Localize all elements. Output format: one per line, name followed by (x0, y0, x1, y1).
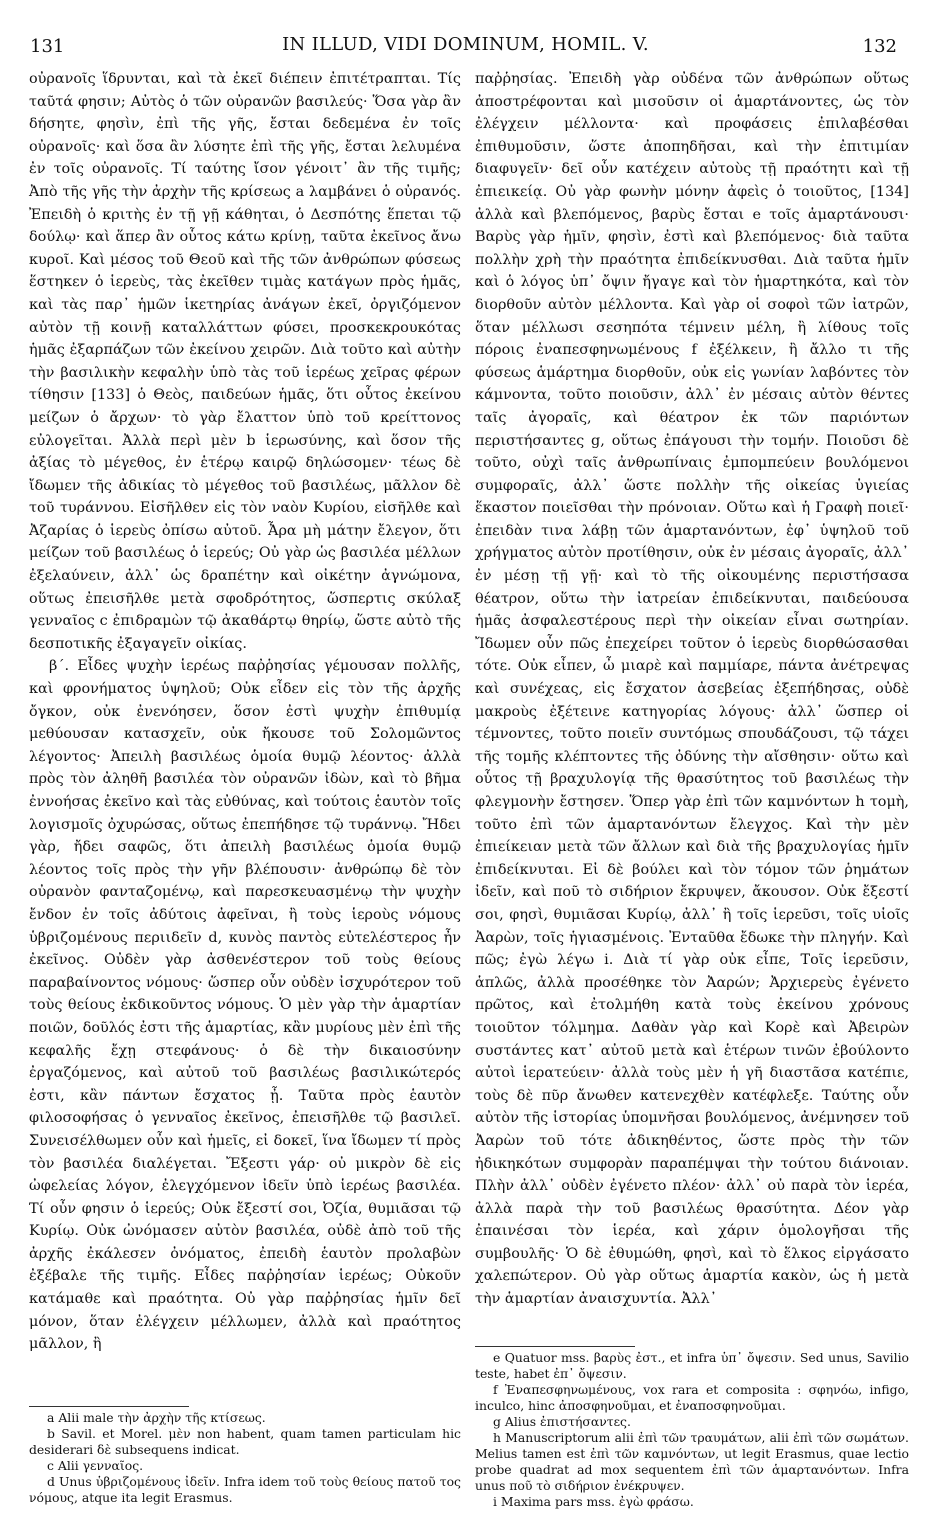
page-number-right: 132 (862, 36, 897, 57)
page-number-left: 131 (30, 36, 65, 57)
running-title: IN ILLUD, VIDI DOMINUM, HOMIL. V. (282, 34, 649, 55)
footnote: a Alii male τὴν ἀρχὴν τῆς κτίσεως. (47, 1410, 266, 1425)
footnote: g Alius ἐπιστήσαντες. (493, 1414, 631, 1429)
text-column-right (475, 68, 909, 1311)
footnote-rule (29, 1406, 189, 1407)
footnote: c Alii γενναῖος. (47, 1458, 144, 1473)
footnote: d Unus ὑβριζομένους ἰδεῖν. Infra idem τοῦ τοὺς θείους πατοῦ τος νόμους, atque ita legit Erasmus. (29, 1474, 461, 1505)
footnote: h Manuscriptorum alii ἐπὶ τῶν τραυμάτων, alii ἐπὶ τῶν σωμάτων. Melius tamen est ἐπὶ τῶν καμνόντων, ut legit Erasmus, quae lectio probe quadrat ad mox sequentem ἐπὶ τῶν ἁμαρτανόντων. Infra unus ποῦ τὸ σιδήριον ἐνέκρυψεν. (475, 1430, 909, 1493)
paragraph: παῤῥησίας. Ἐπειδὴ γὰρ οὐδένα τῶν ἀνθρώπων οὕτως ἀποστρέφονται καὶ μισοῦσιν οἱ ἁμαρτάνοντες, ὡς τὸν ἐλέγχειν μέλλοντα· καὶ προφάσεις ἐπιλαβέσθαι ἐπιθυμοῦσιν, ὥστε ἀποπηδῆσαι, καὶ τὴν ἐπιτιμίαν διαφυγεῖν· δεῖ οὖν κατέχειν αὐτοὺς τῇ πραότητι καὶ τῇ ἐπιεικείᾳ. Οὐ γὰρ φωνὴν μόνην ἀφεὶς ὁ τοιοῦτος, [134] ἀλλὰ καὶ βλεπόμενος, βαρὺς ἔσται e τοῖς ἁμαρτάνουσι· Βαρὺς γὰρ ἡμῖν, φησὶν, ἐστὶ καὶ βλεπόμενος· διὰ ταῦτα πολλὴν χρὴ τὴν πραότητα ἐπιδείκνυσθαι. Διὰ ταῦτα ἡμῖν καὶ ὁ λόγος ὑπ᾽ ὄψιν ἤγαγε καὶ τὸν ἡμαρτηκότα, καὶ τὸν διορθοῦν αὐτὸν μέλλοντα. Καὶ γὰρ οἱ σοφοὶ τῶν ἰατρῶν, ὅταν μέλλωσι σεσηπότα τέμνειν μέλη, ἢ λίθους τοῖς πόροις ἐναπεσφηνωμένους f ἐξέλκειν, ἢ ἄλλο τι τῆς φύσεως ἁμάρτημα διορθοῦν, οὐκ εἰς γωνίαν λαβόντες τὸν κάμνοντα, τοῦτο ποιοῦσιν, ἀλλ᾽ ἐν μέσαις αὐτὸν θέντες ταῖς ἀγοραῖς, καὶ θέατρον ἐκ τῶν παριόντων περιστήσαντες g, οὕτως ἐπάγουσι τὴν τομήν. Ποιοῦσι δὲ τοῦτο, οὐχὶ ταῖς ἀνθρωπίναις ἐμπομπεύειν βουλόμενοι συμφοραῖς, ἀλλ᾽ ὥστε πολλὴν τῆς οἰκείας ὑγιείας ἕκαστον ποιεῖσθαι τὴν πρόνοιαν. Οὕτω καὶ ἡ Γραφὴ ποιεῖ· ἐπειδὰν τινα λάβῃ τῶν ἁμαρτανόντων, ἐφ᾽ ὑψηλοῦ τοῦ χρήγματος αὐτὸν προτίθησιν, οὐκ ἐν μέσαις ἀγοραῖς, ἀλλ᾽ ἐν μέσῃ τῇ γῇ· καὶ τὸ τῆς οἰκουμένης περιστήσασα θέατρον, οὕτω τὴν ἰατρείαν ἐπιδείκνυται, παιδεύουσα ἡμᾶς ἀσφαλεστέρους περὶ τὴν οἰκείαν εἶναι σωτηρίαν. Ἴδωμεν οὖν πῶς ἐπεχείρει τοῦτον ὁ ἱερεὺς διορθώσασθαι τότε. Οὐκ εἶπεν, ὦ μιαρὲ καὶ παμμίαρε, πάντα ἀνέτρεψας καὶ συνέχεας, εἰς ἔσχατον ἀσεβείας ἐξεπήδησας, οὐδὲ μακροὺς ἐξέτεινε κατηγορίας λόγους· ἀλλ᾽ ὥσπερ οἱ τέμνοντες, τοῦτο ποιεῖν συντόμως σπουδάζουσι, τῷ τάχει τῆς τομῆς κλέπτοντες τῆς ὀδύνης τὴν αἴσθησιν· οὕτω καὶ οὗτος τῇ βραχυλογίᾳ τῆς θρασύτητος τοῦ βασιλέως τὴν φλεγμονὴν ἔστησεν. Ὅπερ γὰρ ἐπὶ τῶν καμνόντων h τομὴ, τοῦτο ἐπὶ τῶν ἁμαρτανόντων ἔλεγχος. Καὶ τὴν μὲν ἐπιείκειαν μετὰ τῶν ἄλλων καὶ διὰ τῆς βραχυλογίας ἡμῖν ἐπιδείκνυται. Εἰ δὲ βούλει καὶ τὸν τόμον τῶν ῥημάτων ἰδεῖν, καὶ ποῦ τὸ σιδήριον ἔκρυψεν, ἄκουσον. Οὐκ ἔξεστί σοι, φησὶ, θυμιᾶσαι Κυρίῳ, ἀλλ᾽ ἢ τοῖς ἱερεῦσι, τοῖς υἱοῖς Ἀαρὼν, τοῖς ἡγιασμένοις. Ἐνταῦθα ἔδωκε τὴν πληγήν. Καὶ πῶς; ἐγὼ λέγω i. Διὰ τί γὰρ οὐκ εἶπε, Τοῖς ἱερεῦσιν, ἁπλῶς, ἀλλὰ προσέθηκε τὸν Ἀαρών; Ἀρχιερεὺς ἐγένετο πρῶτος, καὶ ἐτολμήθη κατὰ τοὺς ἐκείνου χρόνους τοιοῦτον τόλμημα. Δαθὰν γὰρ καὶ Κορὲ καὶ Ἀβειρὼν συστάντες κατ᾽ αὐτοῦ μετὰ καὶ ἑτέρων τινῶν ἐβούλοντο αὐτοὶ ἱερατεύειν· ἀλλὰ τοὺς μὲν ἡ γῆ διαστᾶσα κατέπιε, τοὺς δὲ πῦρ ἄνωθεν κατενεχθὲν κατέφλεξε. Ταύτης οὖν αὐτὸν τῆς ἱστορίας ὑπομνῆσαι βουλόμενος, ἀνέμνησεν τοῦ Ἀαρὼν τοῦ τότε ἀδικηθέντος, ὥστε πρὸς τὴν τῶν ἠδικηκότων συμφορὰν παραπέμψαι τὴν τούτου διάνοιαν. Πλὴν ἀλλ᾽ οὐδὲν ἐγένετο πλέον· ἀλλ᾽ οὐ παρὰ τὸν ἱερέα, ἀλλὰ παρὰ τὴν τοῦ βασιλέως θρασύτητα. Δέον γὰρ ἐπαινέσαι τὸν ἱερέα, καὶ χάριν ὁμολογῆσαι τῆς συμβουλῆς· Ὁ δὲ ἐθυμώθη, φησὶ, καὶ τὸ ἕλκος εἰργάσατο χαλεπώτερον. Οὐ γὰρ οὕτως ἁμαρτία κακὸν, ὡς ἡ μετὰ τὴν ἁμαρτίαν ἀναισχυντία. Ἀλλ᾽ (475, 71, 909, 1308)
paragraph: β΄. Εἶδες ψυχὴν ἱερέως παῤῥησίας γέμουσαν πολλῆς, καὶ φρονήματος ὑψηλοῦ; Οὐκ εἶδεν εἰς τὸν τῆς ἀρχῆς ὄγκον, οὐκ ἐνενόησεν, ὅσον ἐστὶ ψυχὴν ἐπιθυμίᾳ μεθύουσαν κατασχεῖν, οὐκ ἤκουσε τοῦ Σολομῶντος λέγοντος· Ἀπειλὴ βασιλέως ὁμοία θυμῷ λέοντος· ἀλλὰ πρὸς τὸν ἀληθῆ βασιλέα τὸν οὐρανῶν ἰδὼν, καὶ τὸ βῆμα ἐννοήσας ἐκεῖνο καὶ τὰς εὐθύνας, καὶ τούτοις ἑαυτὸν τοῖς λογισμοῖς ὀχυρώσας, οὕτως ἐπεπήδησε τῷ τυράννῳ. Ἤδει γὰρ, ἤδει σαφῶς, ὅτι ἀπειλὴ βασιλέως ὁμοία θυμῷ λέοντος τοῖς πρὸς τὴν γῆν βλέπουσιν· ἀνθρώπῳ δὲ τὸν οὐρανὸν φανταζομένῳ, καὶ παρεσκευασμένῳ τὴν ψυχὴν ἔνδον ἐν τοῖς ἀδύτοις ἀφεῖναι, ἢ τοὺς ἱεροὺς νόμους ὑβριζομένους περιιδεῖν d, κυνὸς παντὸς εὐτελέστερος ἦν ἐκεῖνος. Οὐδὲν γὰρ ἀσθενέστερον τοῦ τοὺς θείους παραβαίνοντος νόμους· ὥσπερ οὖν οὐδὲν ἰσχυρότερον τοῦ τοὺς θείους ἐκδικοῦντος νόμους. Ὁ μὲν γὰρ τὴν ἁμαρτίαν ποιῶν, δοῦλός ἐστι τῆς ἁμαρτίας, κἂν μυρίους μὲν ἐπὶ τῆς κεφαλῆς ἔχῃ στεφάνους· ὁ δὲ τὴν δικαιοσύνην ἐργαζόμενος, καὶ αὐτοῦ τοῦ βασιλέως βασιλικώτερός ἐστι, κἂν πάντων ἔσχατος ᾖ. Ταῦτα πρὸς ἑαυτὸν φιλοσοφήσας ὁ γενναῖος ἐκεῖνος, ἐπεισῆλθε τῷ βασιλεῖ. Συνεισέλθωμεν οὖν καὶ ἡμεῖς, εἰ δοκεῖ, ἵνα ἴδωμεν τί πρὸς τὸν βασιλέα διαλέγεται. Ἔξεστι γάρ· οὐ μικρὸν δὲ εἰς ὠφελείας λόγον, ἐλεγχόμενον ἰδεῖν ὑπὸ ἱερέως βασιλέα. Τί οὖν φησιν ὁ ἱερεύς; Οὐκ ἔξεστί σοι, Ὀζία, θυμιᾶσαι τῷ Κυρίῳ. Οὐκ ὠνόμασεν αὐτὸν βασιλέα, οὐδὲ ἀπὸ τοῦ τῆς ἀρχῆς ἐκάλεσεν ὀνόματος, ἐπειδὴ ἑαυτὸν προλαβὼν ἐξέβαλε τῆς τιμῆς. Εἶδες παῤῥησίαν ἱερέως; Οὐκοῦν κατάμαθε καὶ πραότητα. Οὐ γὰρ παῤῥησίας ἡμῖν δεῖ μόνον, ὅταν ἐλέγχειν μέλλωμεν, ἀλλὰ καὶ πραότητος μᾶλλον, ἢ (29, 658, 461, 1353)
footnote: b Savil. et Morel. μὲν non habent, quam tamen particulam hic desiderari δὲ subsequens indicat. (29, 1426, 461, 1457)
footnote-rule (475, 1346, 635, 1347)
footnotes-left (29, 1410, 461, 1506)
footnote: i Maxima pars mss. ἐγὼ φράσω. (493, 1494, 694, 1509)
footnote: f Ἐναπεσφηνωμένους, vox rara et composita : σφηνόω, infigo, inculco, hinc ἀποσφηνοῦμαι, et ἐναποσφηνοῦμαι. (475, 1382, 909, 1413)
text-column-left (29, 68, 461, 1356)
footnotes-right (475, 1350, 909, 1510)
footnote: e Quatuor mss. βαρὺς ἐστ., et infra ὑπ᾽ ὄψεσιν. Sed unus, Savilio teste, habet ἐπ᾽ ὄψεσιν. (475, 1350, 909, 1381)
page-header (0, 34, 931, 64)
paragraph: οὐρανοῖς ἵδρυνται, καὶ τὰ ἐκεῖ διέπειν ἐπιτέτραπται. Τίς ταῦτά φησιν; Αὐτὸς ὁ τῶν οὐρανῶν βασιλεύς· Ὅσα γὰρ ἂν δήσητε, φησὶν, ἐπὶ τῆς γῆς, ἔσται δεδεμένα ἐν τοῖς οὐρανοῖς· καὶ ὅσα ἂν λύσητε ἐπὶ τῆς γῆς, ἔσται λελυμένα ἐν τοῖς οὐρανοῖς. Τί ταύτης ἴσον γένοιτ᾽ ἂν τῆς τιμῆς; Ἀπὸ τῆς γῆς τὴν ἀρχὴν τῆς κρίσεως a λαμβάνει ὁ οὐρανός. Ἐπειδὴ ὁ κριτὴς ἐν τῇ γῇ κάθηται, ὁ Δεσπότης ἕπεται τῷ δούλῳ· καὶ ἅπερ ἂν οὗτος κάτω κρίνῃ, ταῦτα ἐκεῖνος ἄνω κυροῖ. Καὶ μέσος τοῦ Θεοῦ καὶ τῆς τῶν ἀνθρώπων φύσεως ἕστηκεν ὁ ἱερεὺς, τὰς ἐκεῖθεν τιμὰς κατάγων πρὸς ἡμᾶς, καὶ τὰς παρ᾽ ἡμῶν ἱκετηρίας ἀνάγων ἐκεῖ, ὀργιζόμενον αὐτὸν τῇ κοινῇ καταλλάττων φύσει, προσκεκρουκότας ἡμᾶς ἐξαρπάζων τῶν ἐκείνου χειρῶν. Διὰ τοῦτο καὶ αὐτὴν τὴν βασιλικὴν κεφαλὴν ὑπὸ τὰς τοῦ ἱερέως χεῖρας φέρων τίθησιν [133] ὁ Θεὸς, παιδεύων ἡμᾶς, ὅτι οὗτος ἐκείνου μείζων ὁ ἄρχων· τὸ γὰρ ἔλαττον ὑπὸ τοῦ κρείττονος εὐλογεῖται. Ἀλλὰ περὶ μὲν b ἱερωσύνης, καὶ ὅσον τῆς ἀξίας τὸ μέγεθος, ἐν ἑτέρῳ καιρῷ δηλώσομεν· τέως δὲ ἴδωμεν τῆς ἀδικίας τὸ μέγεθος τοῦ βασιλέως, μᾶλλον δὲ τοῦ τυράννου. Εἰσῆλθεν εἰς τὸν ναὸν Κυρίου, εἰσῆλθε καὶ Ἀζαρίας ὁ ἱερεὺς ὀπίσω αὐτοῦ. Ἆρα μὴ μάτην ἔλεγον, ὅτι μείζων τοῦ βασιλέως ὁ ἱερεύς; Οὐ γὰρ ὡς βασιλέα μέλλων ἐξελαύνειν, ἀλλ᾽ ὡς δραπέτην καὶ οἰκέτην ἀγνώμονα, οὕτως ἐπεισῆλθε μετὰ σφοδρότητος, ὥσπερτις σκύλαξ γενναῖος c ἐπιδραμὼν τῷ ἀκαθάρτῳ θηρίῳ, ὥστε αὐτὸ τῆς δεσποτικῆς ἐξαγαγεῖν οἰκίας. (29, 71, 461, 652)
